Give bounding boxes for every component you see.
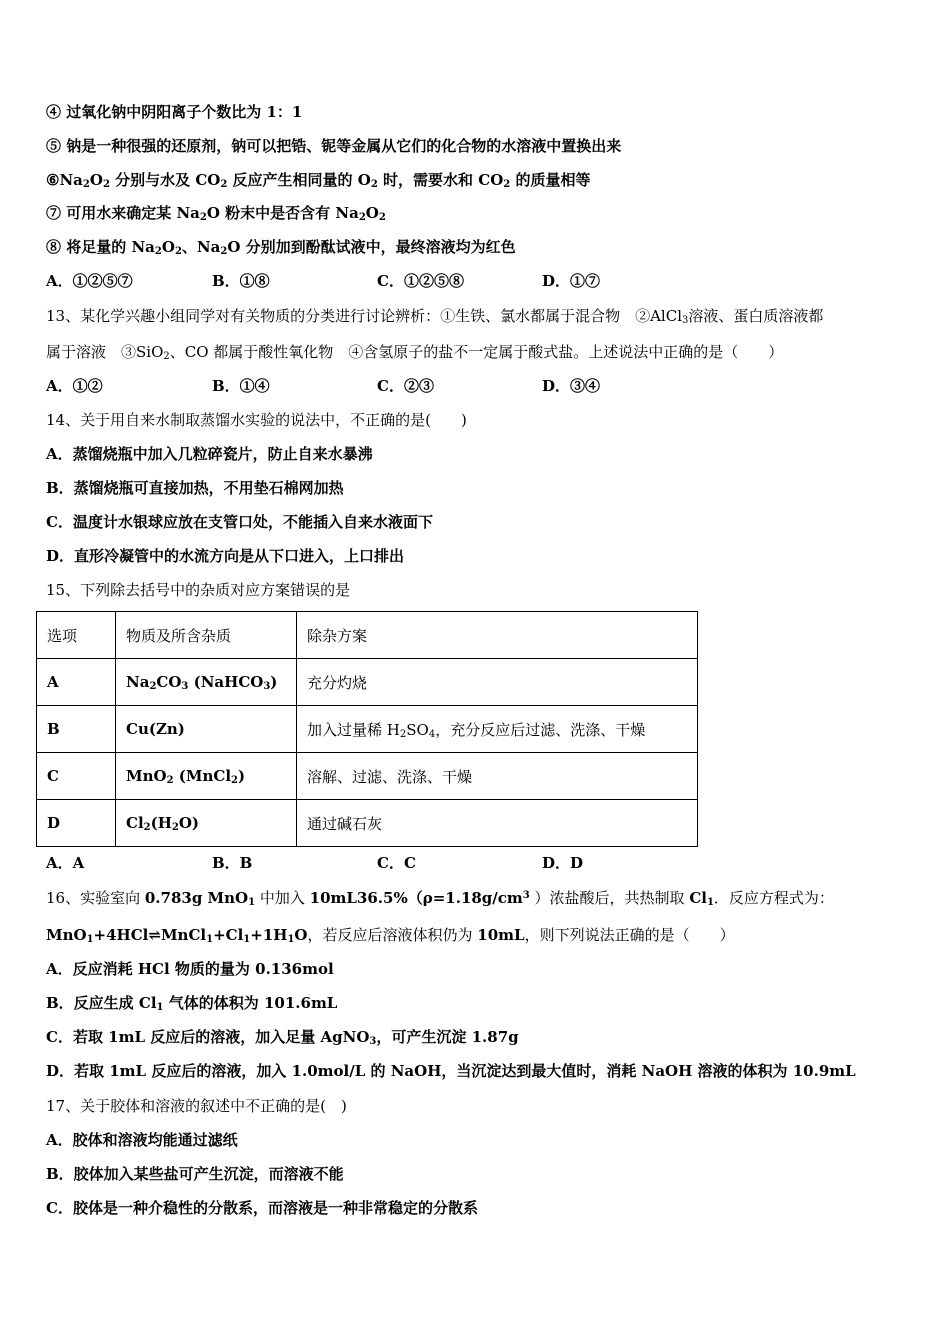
q16-stem-line2: $MnO_1+4HCl\rightleftharpoons MnCl_1+Cl_1+1H_1O$，若反应后溶液体积仍为 10mL，则下列说法正确的是（ ） (46, 926, 735, 945)
q15-option-d[interactable]: D．D (542, 854, 584, 872)
row-substance: MnO$_2$ (MnCl$_2$) (116, 753, 297, 800)
statement-7: ⑦ 可用水来确定某 $Na_2O$ 粉末中是否含有 $Na_2O_2$ (46, 204, 386, 223)
header-option: 选项 (37, 612, 116, 659)
q15-stem: 15、下列除去括号中的杂质对应方案错误的是 (46, 581, 351, 599)
q14-option-b[interactable]: B．蒸馏烧瓶可直接加热，不用垫石棉网加热 (46, 479, 344, 497)
q12-option-d[interactable]: D．①⑦ (542, 272, 601, 290)
statement-6: $⑥Na_2O_2$ 分别与水及 $CO_2$ 反应产生相同量的 $O_2$ 时，需要水和 $CO_2$ 的质量相等 (46, 171, 591, 190)
q15-option-c[interactable]: C．C (377, 854, 416, 872)
q14-option-a[interactable]: A．蒸馏烧瓶中加入几粒碎瓷片，防止自来水暴沸 (46, 445, 373, 463)
statement-8: ⑧ 将足量的 $Na_2O_2$、$Na_2O$ 分别加到酚酞试液中，最终溶液均为红色 (46, 238, 516, 257)
equilibrium-arrow-icon: ⇌ (148, 926, 161, 944)
q16-option-c[interactable]: C．若取 1mL 反应后的溶液，加入足量 AgNO$_3$，可产生沉淀 1.87g (46, 1028, 519, 1047)
row-option: B (37, 706, 116, 753)
q16-option-b[interactable]: B．反应生成 $Cl_1$ 气体的体积为 101.6mL (46, 994, 338, 1013)
q15-table (36, 611, 698, 847)
q17-option-b[interactable]: B．胶体加入某些盐可产生沉淀，而溶液不能 (46, 1165, 344, 1183)
statement-5: ⑤ 钠是一种很强的还原剂，钠可以把锆、铌等金属从它们的化合物的水溶液中置换出来 (46, 137, 622, 155)
row-option: C (37, 753, 116, 800)
q16-option-a[interactable]: A．反应消耗 HCl 物质的量为 0.136mol (46, 960, 334, 978)
table-row (37, 800, 698, 847)
row-plan: 溶解、过滤、洗涤、干燥 (297, 753, 698, 800)
statement-4: ④ 过氧化钠中阴阳离子个数比为 1：1 (46, 103, 303, 121)
table-row (37, 659, 698, 706)
q12-option-b[interactable]: B．①⑧ (212, 272, 270, 290)
q12-option-a[interactable]: A．①②⑤⑦ (46, 272, 133, 290)
q13-option-d[interactable]: D．③④ (542, 377, 601, 395)
q17-stem: 17、关于胶体和溶液的叙述中不正确的是( ) (46, 1097, 347, 1115)
q15-option-b[interactable]: B．B (212, 854, 253, 872)
row-plan: 加入过量稀 $H_2SO_4$，充分反应后过滤、洗涤、干燥 (297, 706, 698, 753)
header-substance: 物质及所含杂质 (116, 612, 297, 659)
table-row (37, 706, 698, 753)
q17-option-a[interactable]: A．胶体和溶液均能通过滤纸 (46, 1131, 238, 1149)
row-substance: $Na_2CO_3$ (NaHCO$_3$) (116, 659, 297, 706)
row-substance: $Cl_2(H_2O)$ (116, 800, 297, 847)
q17-option-c[interactable]: C．胶体是一种介稳性的分散系，而溶液是一种非常稳定的分散系 (46, 1199, 478, 1217)
q13-option-b[interactable]: B．①④ (212, 377, 270, 395)
q16-stem-line1: 16、实验室向 0.783g MnO$_1$ 中加入 $10mL36.5\%(\rho=1.18g/cm^3$ ）浓盐酸后，共热制取 $Cl_1$．反应方程式为： (46, 889, 834, 908)
q13-option-a[interactable]: A．①② (46, 377, 103, 395)
q14-option-d[interactable]: D．直形冷凝管中的水流方向是从下口进入，上口排出 (46, 547, 405, 565)
row-plan: 充分灼烧 (297, 659, 698, 706)
q13-option-c[interactable]: C．②③ (377, 377, 434, 395)
q12-option-c[interactable]: C．①②⑤⑧ (377, 272, 464, 290)
q16-option-d[interactable]: D．若取 1mL 反应后的溶液，加入 1.0mol/L 的 NaOH，当沉淀达到最大值时，消耗 NaOH 溶液的体积为 10.9mL (46, 1062, 856, 1080)
row-option: A (37, 659, 116, 706)
table-row (37, 753, 698, 800)
row-option: D (37, 800, 116, 847)
q14-stem: 14、关于用自来水制取蒸馏水实验的说法中，不正确的是( ) (46, 411, 467, 429)
q13-stem-line1: 13、某化学兴趣小组同学对有关物质的分类进行讨论辨析：①生铁、氯水都属于混合物 ②AlCl$_3$溶液、蛋白质溶液都 (46, 307, 824, 326)
q14-option-c[interactable]: C．温度计水银球应放在支管口处，不能插入自来水液面下 (46, 513, 433, 531)
row-substance: Cu(Zn) (116, 706, 297, 753)
table-header-row (37, 612, 698, 659)
q13-stem-line2: 属于溶液 ③SiO$_2$、CO 都属于酸性氧化物 ④含氢原子的盐不一定属于酸式盐。上述说法中正确的是（ ） (46, 343, 784, 362)
header-plan: 除杂方案 (297, 612, 698, 659)
row-plan: 通过碱石灰 (297, 800, 698, 847)
q15-option-a[interactable]: A．A (46, 854, 85, 872)
